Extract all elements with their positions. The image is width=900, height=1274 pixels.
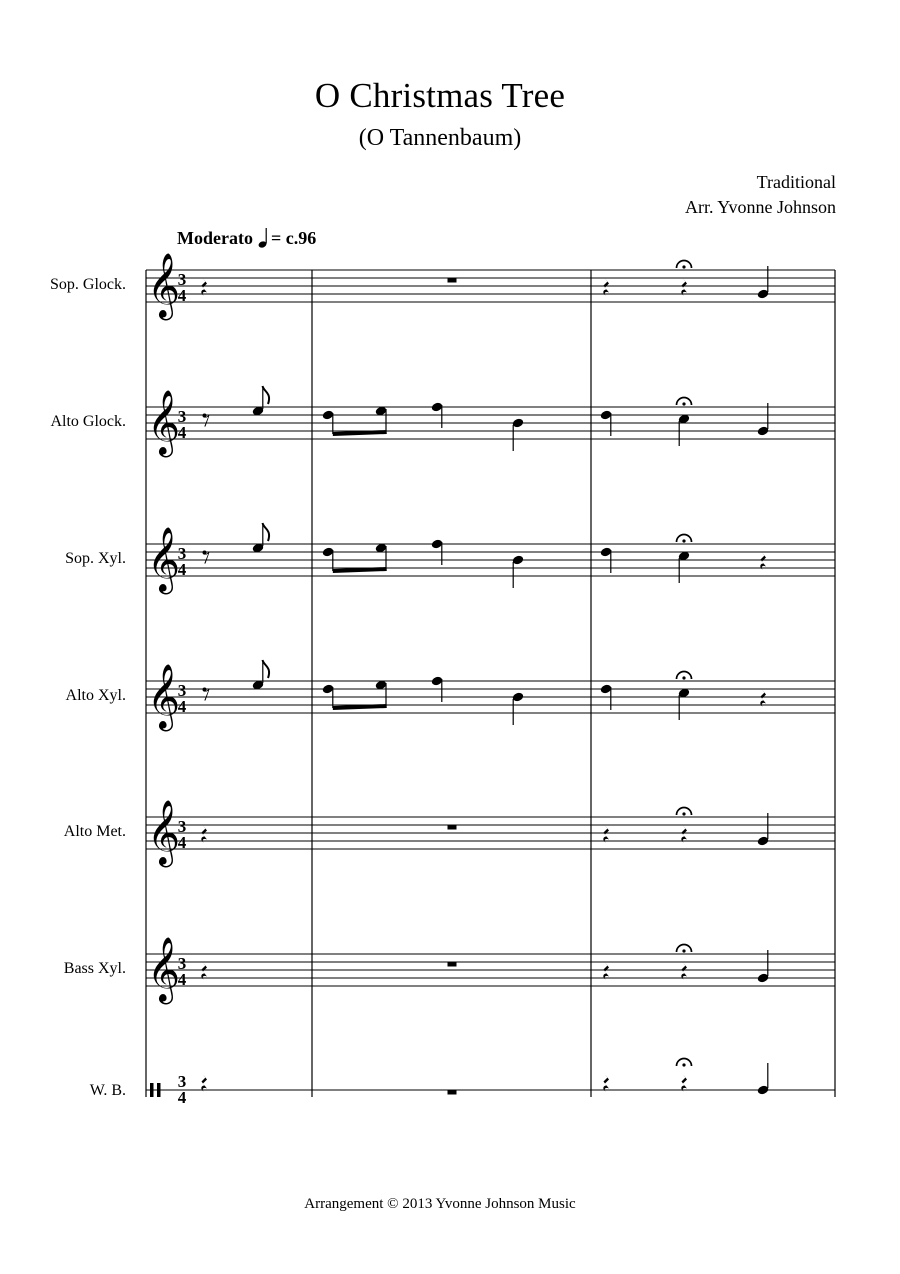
composer-name: Traditional — [756, 172, 836, 192]
time-signature-bottom: 4 — [177, 697, 187, 716]
fermata-icon — [677, 1059, 692, 1067]
instrument-label-alto-met: Alto Met. — [63, 823, 126, 840]
time-signature-top: 3 — [177, 1072, 187, 1091]
treble-clef-icon: 𝄞 — [147, 800, 181, 865]
time-signature-bottom: 4 — [177, 560, 187, 579]
time-signature-top: 3 — [177, 954, 187, 973]
time-signature-top: 3 — [177, 407, 187, 426]
score-subtitle: (O Tannenbaum) — [358, 125, 522, 151]
staff-alto-met — [146, 800, 835, 867]
tempo-value: = c.96 — [270, 227, 317, 248]
time-signature-top: 3 — [177, 544, 187, 563]
instrument-label-alto-xyl: Alto Xyl. — [65, 687, 126, 704]
copyright-footer: Arrangement © 2013 Yvonne Johnson Music — [304, 1196, 576, 1212]
instrument-label-sop-glock: Sop. Glock. — [50, 276, 126, 293]
treble-clef-icon: 𝄞 — [147, 527, 181, 592]
tempo-text: Moderato — [177, 227, 253, 248]
time-signature-bottom: 4 — [177, 423, 187, 442]
score-title: O Christmas Tree — [314, 76, 566, 115]
staff-wood-block — [146, 1059, 835, 1108]
staff-sop-xyl — [146, 523, 835, 594]
fermata-icon — [677, 672, 692, 680]
time-signature-top: 3 — [177, 817, 187, 836]
fermata-icon — [677, 945, 692, 953]
time-signature-bottom: 4 — [177, 1088, 187, 1107]
instrument-label-wood-block: W. B. — [89, 1082, 126, 1099]
fermata-icon — [677, 808, 692, 816]
staff-alto-xyl — [146, 660, 835, 731]
staff-bass-xyl — [146, 937, 835, 1004]
staff-sop-glock — [146, 253, 835, 320]
time-signature-top: 3 — [177, 270, 187, 289]
time-signature-top: 3 — [177, 681, 187, 700]
fermata-icon — [677, 261, 692, 269]
time-signature-bottom: 4 — [177, 970, 187, 989]
instrument-label-alto-glock: Alto Glock. — [50, 413, 126, 430]
fermata-icon — [677, 535, 692, 543]
treble-clef-icon: 𝄞 — [147, 253, 181, 318]
arranger-name: Arr. Yvonne Johnson — [684, 197, 836, 217]
time-signature-bottom: 4 — [177, 833, 187, 852]
treble-clef-icon: 𝄞 — [147, 390, 181, 455]
instrument-label-sop-xyl: Sop. Xyl. — [65, 550, 126, 567]
staff-alto-glock — [146, 386, 835, 457]
treble-clef-icon: 𝄞 — [147, 937, 181, 1002]
instrument-label-bass-xyl: Bass Xyl. — [63, 960, 126, 977]
treble-clef-icon: 𝄞 — [147, 664, 181, 729]
time-signature-bottom: 4 — [177, 286, 187, 305]
fermata-icon — [677, 398, 692, 406]
